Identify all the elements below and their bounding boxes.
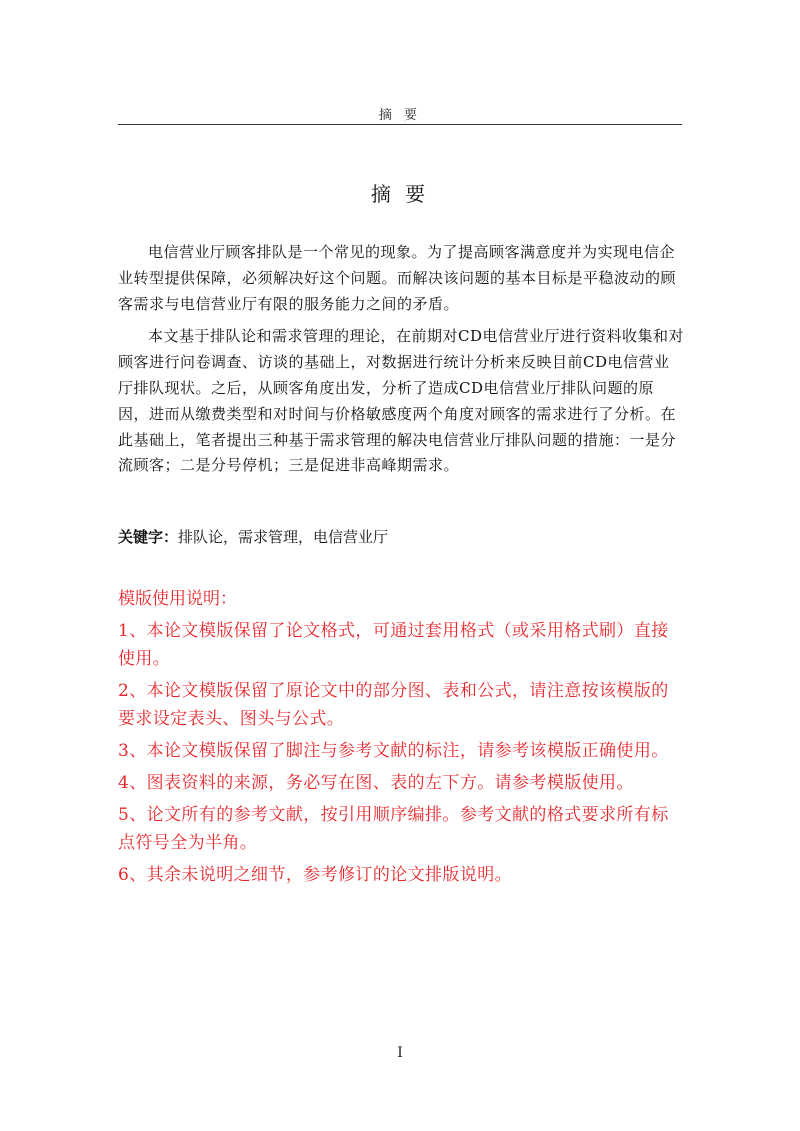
template-note-item: 4、图表资料的来源，务必写在图、表的左下方。请参考模版使用。 [118,773,634,793]
template-note-item: 2、本论文模版保留了原论文中的部分图、表和公式，请注意按该模版的要求设定表头、图头与公式。 [118,681,669,729]
running-header: 摘 要 [378,108,422,123]
template-note-item: 3、本论文模版保留了脚注与参考文献的标注，请参考该模版正确使用。 [118,741,669,761]
page-number: I [397,1045,403,1061]
header-rule [118,124,682,125]
template-note-item: 6、其余未说明之细节，参考修订的论文排版说明。 [118,865,513,885]
template-notes-title: 模版使用说明： [118,589,237,609]
abstract-paragraph-1: 电信营业厅顾客排队是一个常见的现象。为了提高顾客满意度并为实现电信企业转型提供保障，必须解决好这个问题。而解决该问题的基本目标是平稳波动的顾客需求与电信营业厅有限的服务能力之间的矛盾。 [118,243,677,313]
template-note-item: 5、论文所有的参考文献，按引用顺序编排。参考文献的格式要求所有标点符号全为半角。 [118,805,669,853]
template-note-item: 1、本论文模版保留了论文格式，可通过套用格式（或采用格式刷）直接使用。 [118,621,669,669]
abstract-title: 摘 要 [370,182,430,206]
abstract-body [118,240,684,479]
abstract-paragraph-2: 本文基于排队论和需求管理的理论，在前期对CD电信营业厅进行资料收集和对顾客进行问卷调查、访谈的基础上，对数据进行统计分析来反映目前CD电信营业厅排队现状。之后，从顾客角度出发，分析了造成CD电信营业厅排队问题的原因，进而从缴费类型和对时间与价格敏感度两个角度对顾客的需求进行了分析。在此基础上，笔者提出三种基于需求管理的解决电信营业厅排队问题的措施：一是分流顾客；二是分号停机；三是促进非高峰期需求。 [118,327,685,475]
template-notes [118,585,678,893]
keywords-label: 关键字： [118,528,179,546]
keywords-value: 排队论，需求管理，电信营业厅 [178,528,389,546]
keywords [118,526,682,548]
